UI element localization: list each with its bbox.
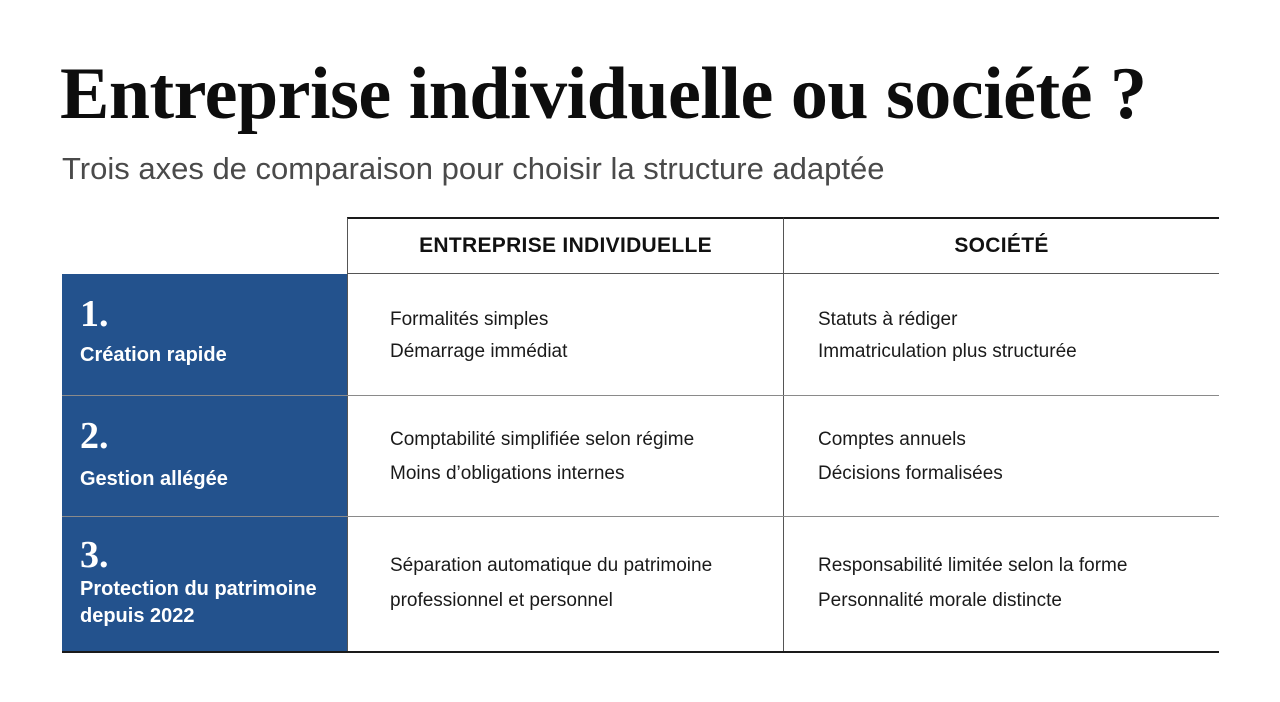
cell-line: Comptes annuels xyxy=(818,429,966,450)
axis-cell-creation xyxy=(62,274,347,395)
table-row xyxy=(62,517,1219,653)
axis-number: 2. xyxy=(80,415,109,457)
cell-societe xyxy=(784,396,1219,516)
cell-societe xyxy=(784,274,1219,395)
axis-number: 3. xyxy=(80,534,109,576)
column-header-societe: SOCIÉTÉ xyxy=(784,217,1219,274)
cell-line: Personnalité morale distincte xyxy=(818,590,1062,611)
page-title: Entreprise individuelle ou société ? xyxy=(60,53,1147,135)
cell-line: Décisions formalisées xyxy=(818,463,1003,484)
cell-line: Responsabilité limitée selon la forme xyxy=(818,555,1128,576)
page-subtitle: Trois axes de comparaison pour choisir la structure adaptée xyxy=(62,151,885,186)
axis-label: Création rapide xyxy=(80,344,227,366)
cell-line: Comptabilité simplifiée selon régime xyxy=(390,429,695,450)
comparison-table xyxy=(62,217,1219,653)
cell-entreprise-individuelle xyxy=(347,396,784,516)
axis-label: Protection du patrimoine depuis 2022 xyxy=(80,578,317,627)
table-header-corner xyxy=(62,217,347,274)
cell-line: Immatriculation plus structurée xyxy=(818,341,1077,362)
cell-line: Séparation automatique du patrimoine xyxy=(390,555,713,576)
table-row xyxy=(62,396,1219,517)
cell-line: professionnel et personnel xyxy=(390,590,613,611)
table-header-row xyxy=(62,217,1219,274)
cell-line: Statuts à rédiger xyxy=(818,309,958,330)
cell-societe xyxy=(784,517,1219,651)
table-row xyxy=(62,274,1219,396)
cell-line: Formalités simples xyxy=(390,309,549,330)
axis-number: 1. xyxy=(80,293,109,335)
cell-entreprise-individuelle xyxy=(347,517,784,651)
axis-cell-protection xyxy=(62,517,347,651)
axis-cell-gestion xyxy=(62,396,347,516)
cell-entreprise-individuelle xyxy=(347,274,784,395)
cell-line: Démarrage immédiat xyxy=(390,341,568,362)
cell-line: Moins d’obligations internes xyxy=(390,463,625,484)
axis-label: Gestion allégée xyxy=(80,468,228,490)
column-header-entreprise-individuelle: ENTREPRISE INDIVIDUELLE xyxy=(347,217,784,274)
